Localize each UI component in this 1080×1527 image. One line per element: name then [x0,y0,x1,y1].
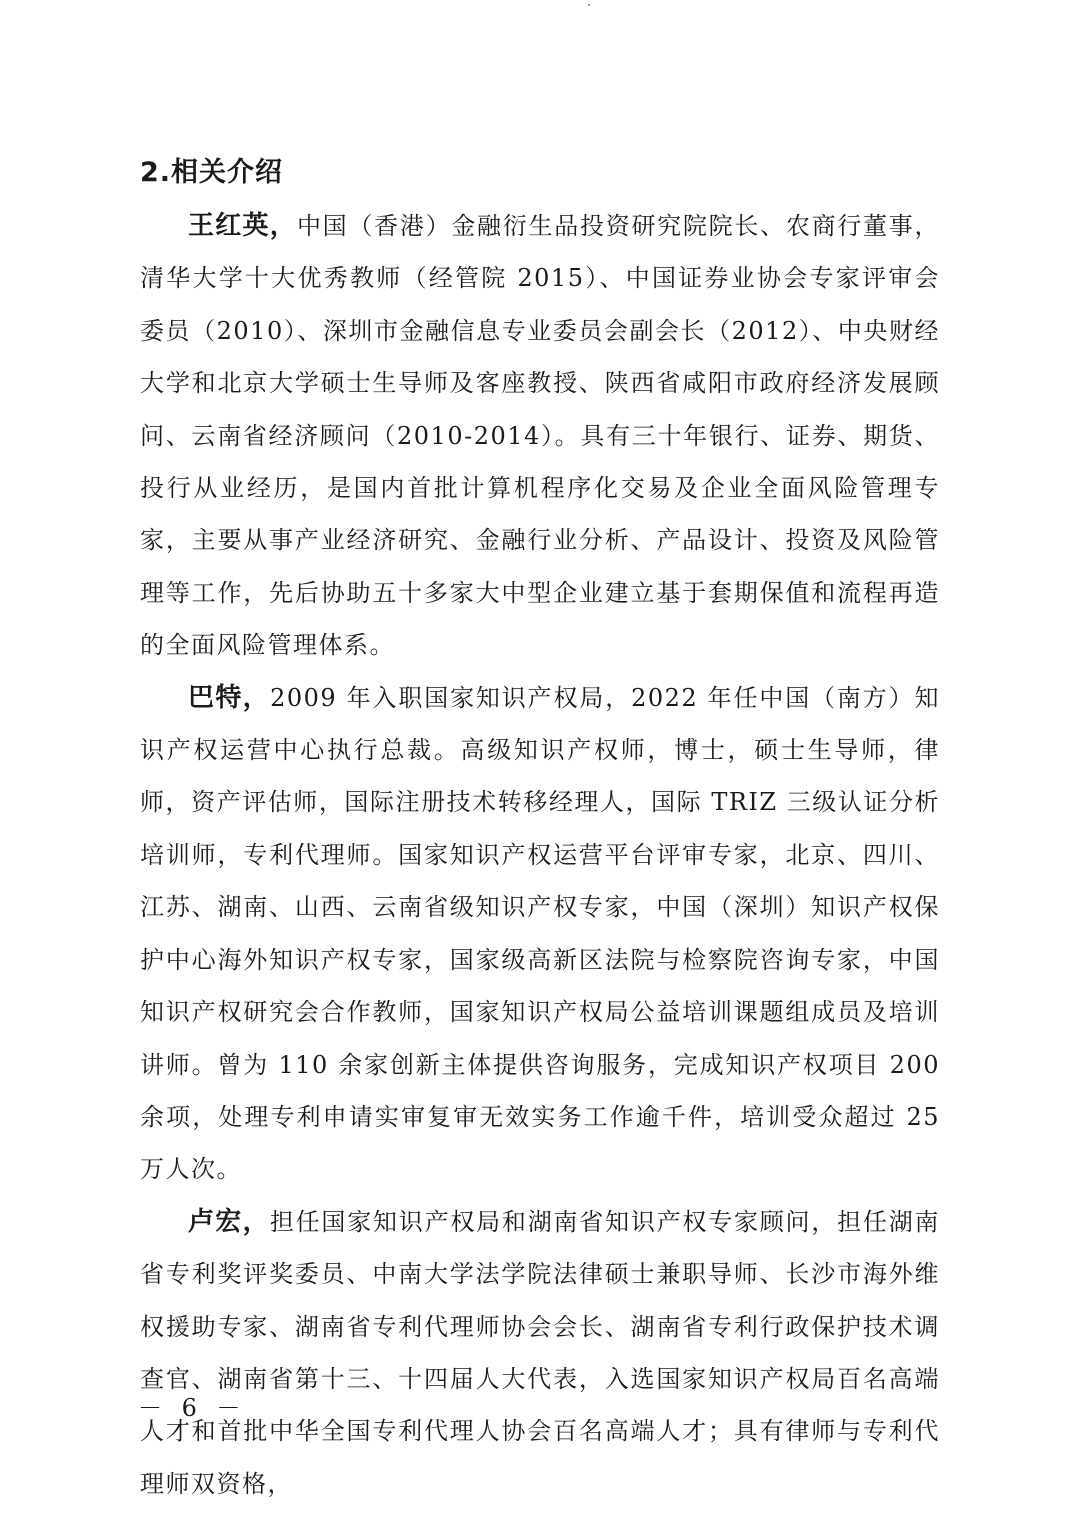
paragraph-text: 中国（香港）金融衍生品投资研究院院长、农商行董事，清华大学十大优秀教师（经管院 2015）、中国证券业协会专家评审会委员（2010）、深圳市金融信息专业委员会副会长（2012）、中央财经大学和北京大学硕士生导师及客座教授、陕西省咸阳市政府经济发展顾问、云南省经济顾问（2010-2014）。具有三十年银行、证券、期货、投行从业经历，是国内首批计算机程序化交易及企业全面风险管理专家，主要从事产业经济研究、金融行业分析、产品设计、投资及风险管理等工作，先后协助五十多家大中型企业建立基于套期保值和流程再造的全面风险管理体系。 [140,212,940,660]
paragraph-ba-te [140,672,940,1196]
person-name: 王红英， [188,211,297,241]
paragraph-wang-hongying [140,200,940,672]
scan-speck [588,4,590,6]
paragraph-text: 担任国家知识产权局和湖南省知识产权专家顾问，担任湖南省专利奖评奖委员、中南大学法学院法律硕士兼职导师、长沙市海外维权援助专家、湖南省专利代理师协会会长、湖南省专利行政保护技术调查官、湖南省第十三、十四届人大代表，入选国家知识产权局百名高端人才和首批中华全国专利代理人协会百名高端人才；具有律师与专利代理师双资格， [140,1207,940,1498]
paragraph-lu-hong [140,1196,940,1510]
page-number: － 6 － [138,1394,247,1422]
section-title: 2.相关介绍 [140,157,284,188]
person-name: 巴特， [188,682,271,713]
body-text [140,200,940,1510]
person-name: 卢宏， [188,1206,270,1237]
paragraph-text: 2009 年入职国家知识产权局，2022 年任中国（南方）知识产权运营中心执行总裁。高级知识产权师，博士，硕士生导师，律师，资产评估师，国际注册技术转移经理人，国际 TRIZ 三级认证分析培训师，专利代理师。国家知识产权运营平台评审专家，北京、四川、江苏、湖南、山西、云南省级知识产权专家，中国（深圳）知识产权保护中心海外知识产权专家，国家级高新区法院与检察院咨询专家，中国知识产权研究会合作教师，国家知识产权局公益培训课题组成员及培训讲师。曾为 110 余家创新主体提供咨询服务，完成知识产权项目 200 余项，处理专利申请实审复审无效实务工作逾千件，培训受众超过 25 万人次。 [140,683,940,1184]
